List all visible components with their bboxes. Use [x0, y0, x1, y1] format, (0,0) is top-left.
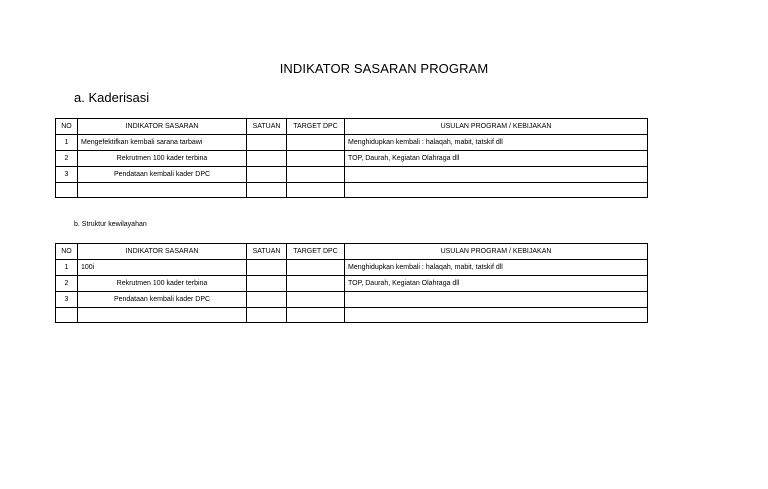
cell-indikator: Pendataan kembali kader DPC	[78, 167, 247, 183]
table-row	[56, 183, 648, 198]
cell-no: 1	[56, 260, 78, 276]
cell-indikator	[78, 183, 247, 198]
section-heading-struktur: b. Struktur kewilayahan	[74, 221, 147, 228]
col-header-target: TARGET DPC	[287, 119, 345, 135]
cell-target	[287, 183, 345, 198]
cell-satuan	[247, 292, 287, 308]
cell-target	[287, 276, 345, 292]
cell-satuan	[247, 183, 287, 198]
table-row	[56, 276, 648, 292]
col-header-satuan: SATUAN	[247, 244, 287, 260]
cell-indikator: Rekrutmen 100 kader terbina	[78, 276, 247, 292]
table-row	[56, 292, 648, 308]
table-row	[56, 135, 648, 151]
cell-target	[287, 308, 345, 323]
cell-no: 2	[56, 151, 78, 167]
cell-indikator: 100i	[78, 260, 247, 276]
cell-satuan	[247, 167, 287, 183]
cell-satuan	[247, 276, 287, 292]
table-kaderisasi	[55, 118, 648, 198]
cell-no: 2	[56, 276, 78, 292]
cell-usulan: TOP, Daurah, Kegiatan Olahraga dll	[345, 276, 648, 292]
table-row	[56, 151, 648, 167]
table-header-row	[56, 119, 648, 135]
cell-target	[287, 167, 345, 183]
cell-target	[287, 135, 345, 151]
cell-usulan	[345, 183, 648, 198]
cell-no: 3	[56, 292, 78, 308]
cell-indikator: Mengefektifkan kembali sarana tarbawi	[78, 135, 247, 151]
cell-satuan	[247, 308, 287, 323]
cell-usulan: TOP, Daurah, Kegiatan Olahraga dll	[345, 151, 648, 167]
cell-usulan	[345, 308, 648, 323]
table-row	[56, 308, 648, 323]
table-header-row	[56, 244, 648, 260]
table-row	[56, 167, 648, 183]
cell-usulan: Menghidupkan kembali : halaqah, mabit, tatskif dll	[345, 135, 648, 151]
cell-indikator	[78, 308, 247, 323]
cell-indikator: Pendataan kembali kader DPC	[78, 292, 247, 308]
cell-satuan	[247, 135, 287, 151]
cell-usulan	[345, 292, 648, 308]
cell-usulan: Menghidupkan kembali : halaqah, mabit, tatskif dll	[345, 260, 648, 276]
table-row	[56, 260, 648, 276]
section-heading-kaderisasi: a. Kaderisasi	[74, 90, 150, 105]
document-title: INDIKATOR SASARAN PROGRAM	[279, 61, 489, 76]
col-header-target: TARGET DPC	[287, 244, 345, 260]
col-header-usulan: USULAN PROGRAM / KEBIJAKAN	[345, 119, 648, 135]
cell-no: 1	[56, 135, 78, 151]
cell-target	[287, 292, 345, 308]
col-header-indikator: INDIKATOR SASARAN	[78, 119, 247, 135]
cell-satuan	[247, 260, 287, 276]
col-header-usulan: USULAN PROGRAM / KEBIJAKAN	[345, 244, 648, 260]
cell-usulan	[345, 167, 648, 183]
cell-no: 3	[56, 167, 78, 183]
col-header-indikator: INDIKATOR SASARAN	[78, 244, 247, 260]
cell-no	[56, 183, 78, 198]
col-header-no: NO	[56, 244, 78, 260]
cell-indikator: Rekrutmen 100 kader terbina	[78, 151, 247, 167]
table-struktur-kewilayahan	[55, 243, 648, 323]
cell-satuan	[247, 151, 287, 167]
col-header-no: NO	[56, 119, 78, 135]
col-header-satuan: SATUAN	[247, 119, 287, 135]
cell-target	[287, 151, 345, 167]
cell-no	[56, 308, 78, 323]
cell-target	[287, 260, 345, 276]
